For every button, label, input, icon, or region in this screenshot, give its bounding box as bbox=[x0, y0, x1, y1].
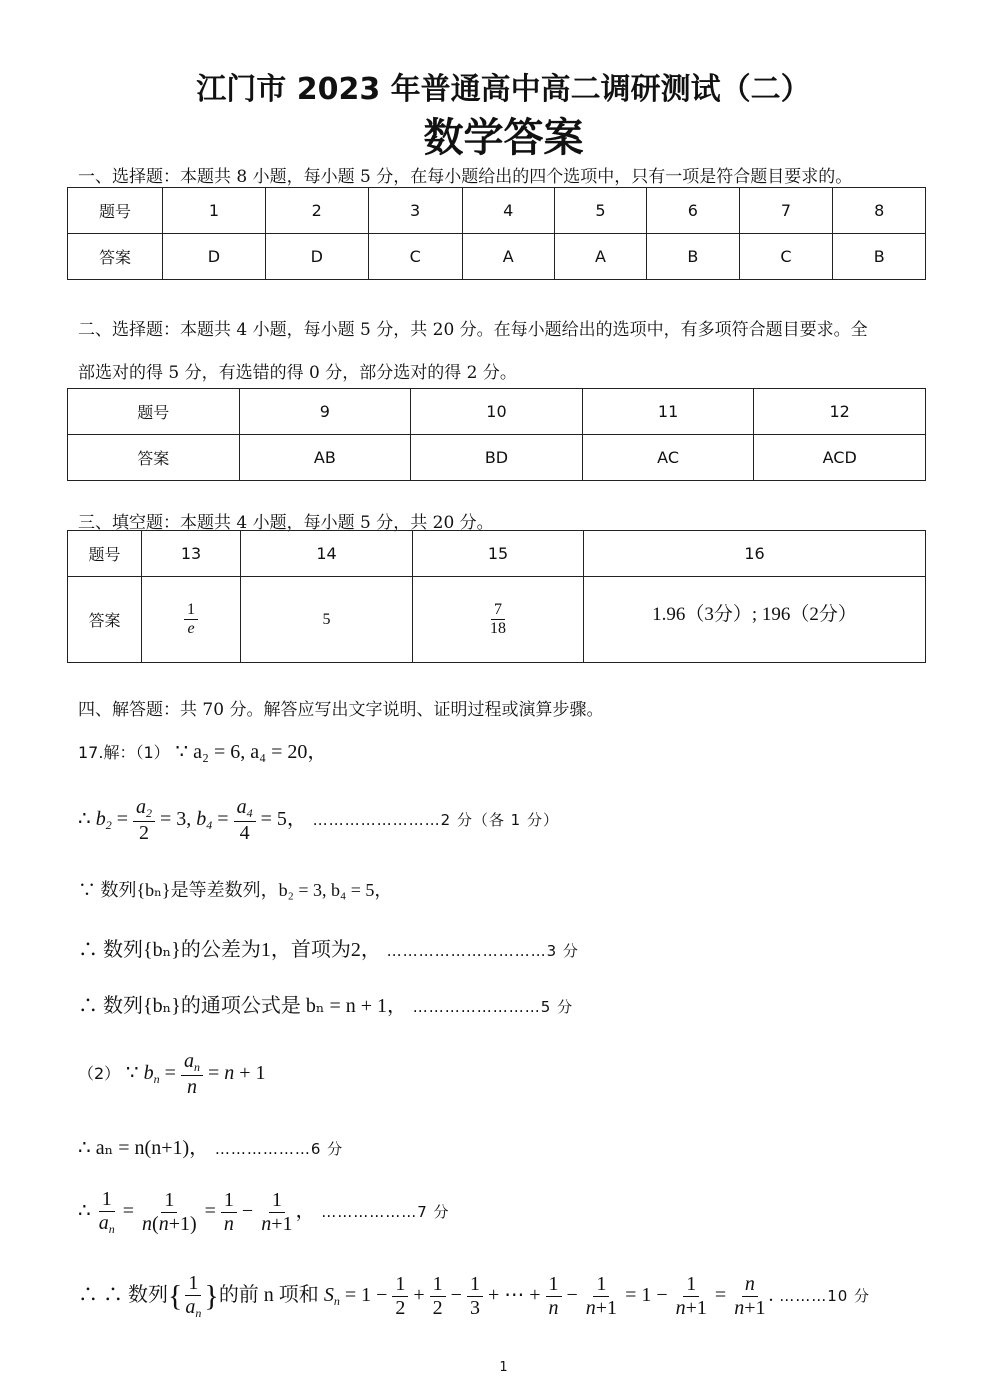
section2-table bbox=[67, 388, 926, 481]
score-step8: ………10 分 bbox=[779, 1286, 871, 1305]
row-label-answer: 答案 bbox=[68, 435, 240, 481]
part2-line bbox=[78, 1050, 266, 1099]
table-row bbox=[68, 435, 926, 481]
q17-given-line bbox=[78, 735, 327, 764]
answer-title: 数学答案 bbox=[423, 115, 584, 161]
part2-label: （2） bbox=[78, 1063, 121, 1083]
given-equation: ∵ a₂ = 6, a₄ = 20， bbox=[175, 741, 328, 763]
step3-line bbox=[78, 933, 579, 962]
step7-line bbox=[78, 1188, 450, 1237]
q17-label: 17.解：（1） bbox=[78, 743, 170, 762]
score-step7: ………………7 分 bbox=[321, 1202, 450, 1221]
step8-formula: ∴ ∴ 数列{ $\frac{1}{a_n}$ }的前 n 项和 $S_n = 1$ − $\frac{1}{2}$ + $\frac{1}{2}$ − $\frac{1}{3}$ + ⋯ + $\frac{1}{n}$ − $\frac{1}{n+1}$ = 1 − $\frac{1}{n+1}$ = $\frac{n}{n+1}$ . bbox=[78, 1272, 774, 1320]
answer-cell-16: 1.96（3分）; 196（2分） bbox=[584, 577, 926, 663]
answer-cell: ACD bbox=[754, 435, 926, 481]
question-number: 12 bbox=[754, 389, 926, 435]
question-number: 3 bbox=[368, 188, 462, 234]
score-step4: ……………………5 分 bbox=[412, 998, 574, 1016]
step1-line bbox=[78, 796, 559, 845]
answer-cell: B bbox=[833, 234, 926, 280]
step1-formula: ∴ $b_2$ = $\frac{a_2}{2}$ = 3, $b_4$ = $\frac{a_4}{4}$ = 5， bbox=[78, 796, 307, 844]
step2-line: ∵ 数列{bₙ}是等差数列，b₂ = 3, b₄ = 5， bbox=[78, 880, 393, 900]
page-number: 1 bbox=[499, 1360, 508, 1375]
question-number: 15 bbox=[413, 531, 584, 577]
section3-table bbox=[67, 530, 926, 663]
step7-formula: ∴ $\frac{1}{a_n}$ = $\frac{1}{n(n+1)}$ = $\frac{1}{n}$ − $\frac{1}{n+1}$ ， bbox=[78, 1188, 316, 1236]
answer-cell: AB bbox=[239, 435, 411, 481]
answer-cell: D bbox=[163, 234, 266, 280]
question-number: 4 bbox=[462, 188, 554, 234]
row-label-number: 题号 bbox=[68, 188, 163, 234]
answer-cell: C bbox=[368, 234, 462, 280]
answer-cell: B bbox=[647, 234, 739, 280]
step6-text: ∴ aₙ = n(n+1)， bbox=[78, 1137, 210, 1159]
question-number: 10 bbox=[411, 389, 583, 435]
exam-title: 江门市 2023 年普通高中高二调研测试（二） bbox=[196, 72, 811, 107]
answer-cell-14: 5 bbox=[241, 577, 413, 663]
score-step3: …………………………3 分 bbox=[386, 942, 579, 960]
section1-heading: 一、选择题：本题共 8 小题，每小题 5 分，在每小题给出的四个选项中，只有一项是符合题目要求的。 bbox=[78, 167, 853, 187]
step3-text: ∴ 数列{bₙ}的公差为1，首项为2， bbox=[78, 939, 381, 961]
table-row bbox=[68, 577, 926, 663]
row-label-answer: 答案 bbox=[68, 577, 142, 663]
question-number: 5 bbox=[554, 188, 646, 234]
row-label-answer: 答案 bbox=[68, 234, 163, 280]
fraction: $\frac{7}{18}$ bbox=[490, 600, 506, 637]
table-row bbox=[68, 531, 926, 577]
answer-cell: C bbox=[739, 234, 833, 280]
score-step1: ……………………2 分（各 1 分） bbox=[312, 810, 559, 829]
section2-heading-line1: 二、选择题：本题共 4 小题，每小题 5 分，共 20 分。在每小题给出的选项中，有多项符合题目要求。全 bbox=[78, 320, 868, 340]
section4-heading: 四、解答题：共 70 分。解答应写出文字说明、证明过程或演算步骤。 bbox=[78, 700, 604, 720]
part2-formula: ∵ $b_n$ = $\frac{a_n}{n}$ = n + 1 bbox=[125, 1050, 266, 1098]
step4-text: ∴ 数列{bₙ}的通项公式是 bₙ = n + 1， bbox=[78, 995, 408, 1017]
table-row bbox=[68, 188, 926, 234]
table-row bbox=[68, 389, 926, 435]
question-number: 1 bbox=[163, 188, 266, 234]
question-number: 6 bbox=[647, 188, 739, 234]
row-label-number: 题号 bbox=[68, 389, 240, 435]
answer-cell-15 bbox=[413, 577, 584, 663]
section3-heading: 三、填空题：本题共 4 小题，每小题 5 分，共 20 分。 bbox=[78, 513, 494, 533]
question-number: 16 bbox=[584, 531, 926, 577]
question-number: 2 bbox=[265, 188, 368, 234]
step8-line bbox=[78, 1272, 870, 1321]
question-number: 8 bbox=[833, 188, 926, 234]
question-number: 7 bbox=[739, 188, 833, 234]
row-label-number: 题号 bbox=[68, 531, 142, 577]
step4-line bbox=[78, 989, 573, 1018]
table-row bbox=[68, 234, 926, 280]
answer-cell: AC bbox=[582, 435, 754, 481]
answer-cell: D bbox=[265, 234, 368, 280]
section2-heading-line2: 部选对的得 5 分，有选错的得 0 分，部分选对的得 2 分。 bbox=[78, 363, 517, 383]
question-number: 9 bbox=[239, 389, 411, 435]
section1-table bbox=[67, 187, 926, 280]
question-number: 14 bbox=[241, 531, 413, 577]
answer-cell: BD bbox=[411, 435, 583, 481]
step6-line bbox=[78, 1131, 343, 1160]
answer-cell-13 bbox=[142, 577, 241, 663]
score-step6: ………………6 分 bbox=[214, 1140, 344, 1158]
answer-cell: A bbox=[462, 234, 554, 280]
fraction: $\frac{1}{e}$ bbox=[184, 601, 198, 639]
question-number: 11 bbox=[582, 389, 754, 435]
answer-cell: A bbox=[554, 234, 646, 280]
question-number: 13 bbox=[142, 531, 241, 577]
